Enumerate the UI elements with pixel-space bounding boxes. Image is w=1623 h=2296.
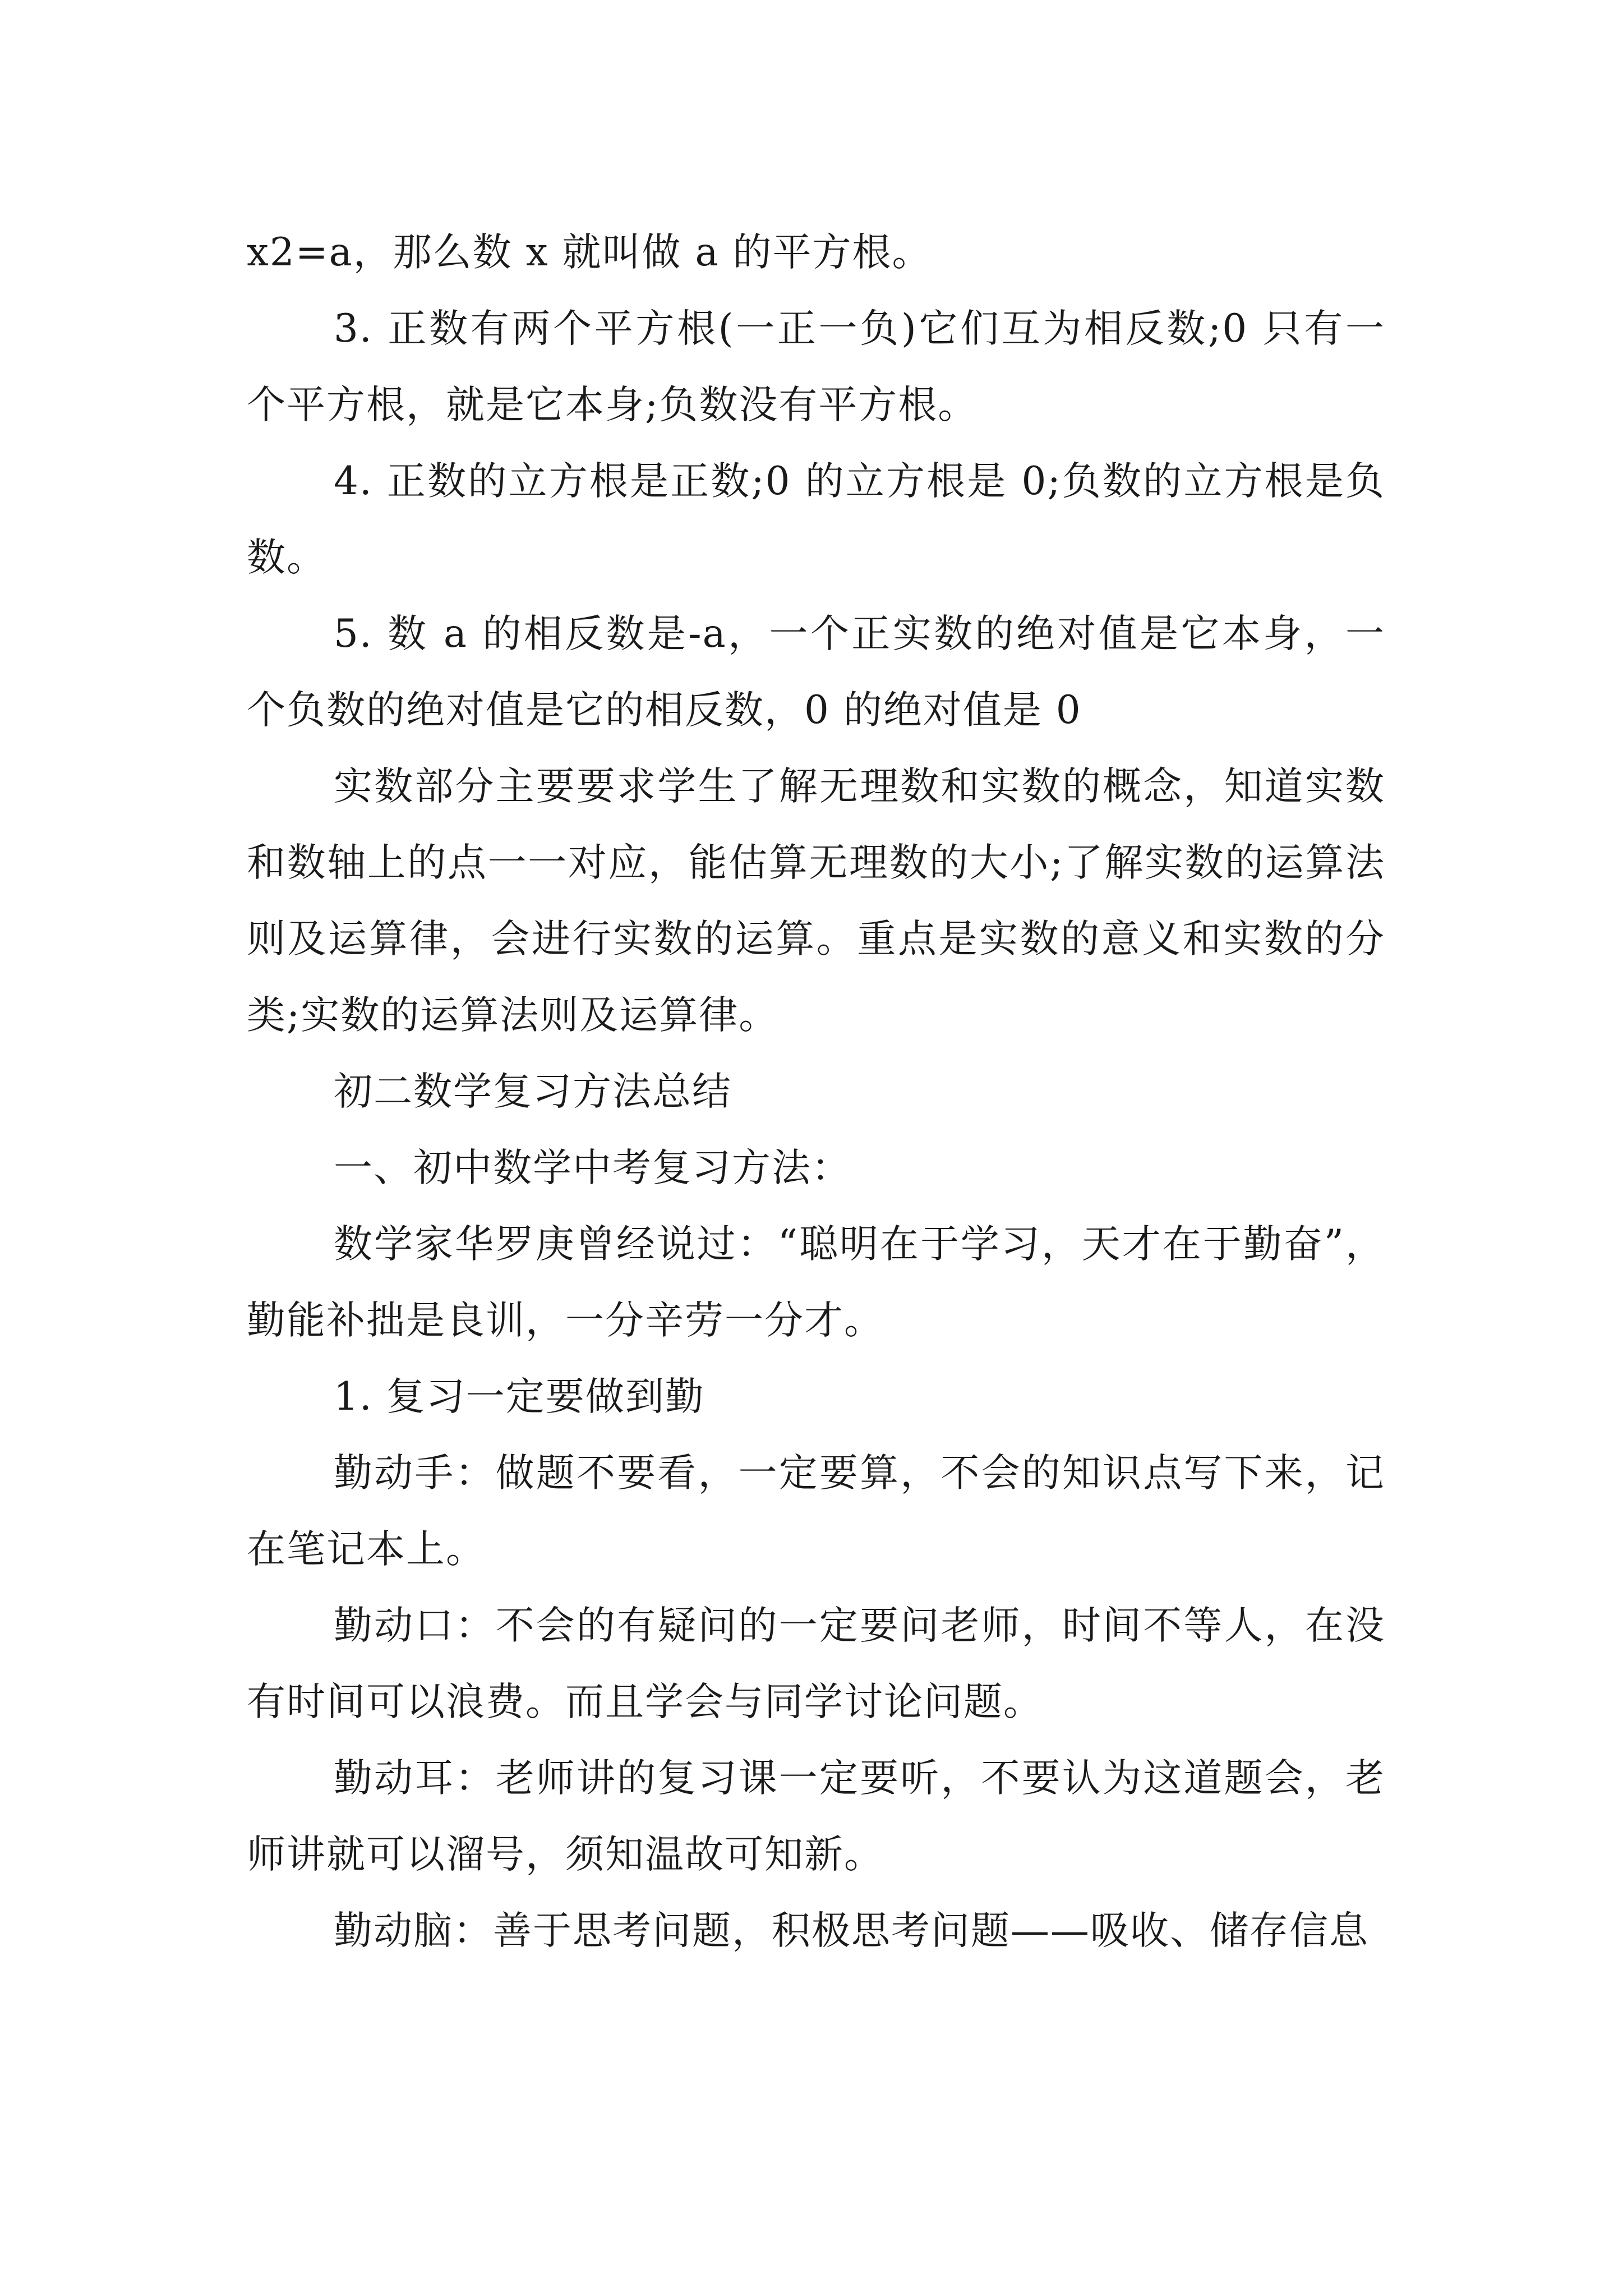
- paragraph: 勤动脑：善于思考问题，积极思考问题——吸收、储存信息: [334, 1908, 1369, 1953]
- paragraph: 数学家华罗庚曾经说过：“聪明在于学习，天才在于勤奋”，勤能补拙是良训，一分辛劳一分才。: [247, 1222, 1385, 1343]
- document-body: [247, 214, 1385, 1969]
- paragraph: 实数部分主要要求学生了解无理数和实数的概念，知道实数和数轴上的点一一对应，能估算无理数的大小;了解实数的运算法则及运算律，会进行实数的运算。重点是实数的意义和实数的分类;实数的运算法则及运算律。: [247, 764, 1385, 1038]
- paragraph: 勤动耳：老师讲的复习课一定要听，不要认为这道题会，老师讲就可以溜号，须知温故可知新。: [247, 1756, 1385, 1877]
- section-heading: 初二数学复习方法总结: [334, 1069, 732, 1114]
- paragraph: 4. 正数的立方根是正数;0 的立方根是 0;负数的立方根是负数。: [247, 459, 1385, 580]
- paragraph: 5. 数 a 的相反数是-a，一个正实数的绝对值是它本身，一个负数的绝对值是它的相反数，0 的绝对值是 0: [247, 611, 1385, 733]
- list-heading: 1. 复习一定要做到勤: [334, 1374, 705, 1419]
- subsection-heading: 一、初中数学中考复习方法：: [334, 1145, 851, 1190]
- paragraph: 3. 正数有两个平方根(一正一负)它们互为相反数;0 只有一个平方根，就是它本身;负数没有平方根。: [247, 306, 1385, 427]
- paragraph: 勤动手：做题不要看，一定要算，不会的知识点写下来，记在笔记本上。: [247, 1451, 1385, 1572]
- paragraph: x2=a，那么数 x 就叫做 a 的平方根。: [247, 230, 932, 275]
- paragraph: 勤动口：不会的有疑问的一定要问老师，时间不等人，在没有时间可以浪费。而且学会与同学讨论问题。: [247, 1603, 1385, 1724]
